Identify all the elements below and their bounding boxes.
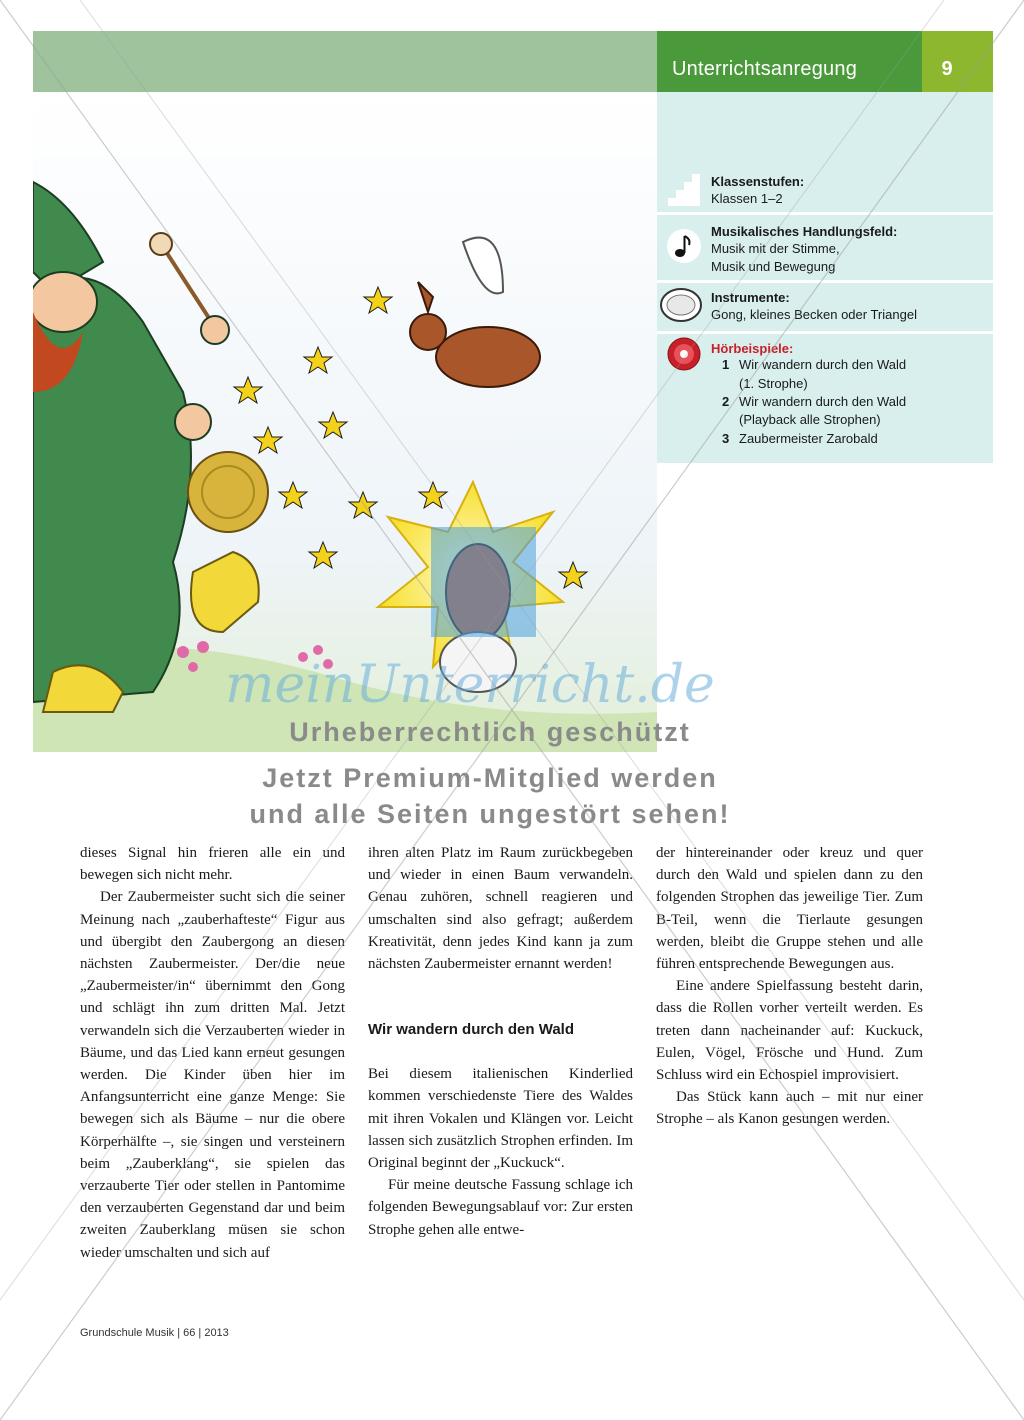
grade-value: Klassen 1–2 bbox=[711, 191, 783, 206]
paragraph: Bei diesem italienischen Kinderlied kommen verschiedenste Tiere des Waldes mit ihren Vokalen und Klängen vor. Leicht lassen sich zusätzlich Strophen erfinden. Im Original beginnt der „Kuckuck“. bbox=[368, 1066, 633, 1172]
watermark-logo: meinUnterricht.de bbox=[225, 655, 715, 715]
paragraph: Eine andere Spielfassung besteht darin, dass die Rollen vorher verteilt werden. Es treten dann nacheinander auf: Kuckuck, Eulen, Vögel, Frösche und Hund. Zum Schluss wird ein Echospiel improvisiert. bbox=[656, 978, 923, 1084]
paragraph: dieses Signal hin frieren alle ein und bewegen sich nicht mehr. bbox=[80, 845, 345, 884]
footer: Grundschule Musik | 66 | 2013 bbox=[80, 1327, 229, 1339]
track-subtitle: (1. Strophe) bbox=[739, 376, 808, 391]
instruments-value: Gong, kleines Becken oder Triangel bbox=[711, 307, 917, 322]
grade-label: Klassenstufen: bbox=[711, 174, 805, 189]
track-title: Zaubermeister Zarobald bbox=[739, 431, 878, 446]
field-line-1: Musik mit der Stimme, bbox=[711, 241, 840, 256]
track-number: 3 bbox=[722, 431, 730, 446]
watermark-line-2: Jetzt Premium-Mitglied werden bbox=[262, 763, 718, 793]
paragraph: der hintereinander oder kreuz und quer durch den Wald und spielen dann zu den folgenden Strophen das jeweilige Tier. Zum B-Teil, wenn die Tierlaute gesungen werden, bleibt die Gruppe stehen und alle führen entsprechende Bewegungen aus. bbox=[656, 845, 923, 973]
watermark-line-1: Urheberrechtlich geschützt bbox=[289, 717, 691, 747]
paragraph: Das Stück kann auch – mit nur einer Strophe – als Kanon gesungen werden. bbox=[656, 1089, 923, 1128]
section-title: Unterrichtsanregung bbox=[672, 58, 858, 80]
paragraph: ihren alten Platz im Raum zurückbegeben und wieder in einen Baum verwandeln. Genau zuhören, schnell reagieren und umschalten sind also gefragt; außerdem Kreativität, denn jedes Kind kann ja zum nächsten Zaubermeister ernannt werden! bbox=[368, 845, 633, 973]
instruments-label: Instrumente: bbox=[711, 290, 790, 305]
track-number: 1 bbox=[722, 357, 730, 372]
track-title: Wir wandern durch den Wald bbox=[739, 357, 907, 372]
track-subtitle: (Playback alle Strophen) bbox=[739, 412, 881, 427]
track-number: 2 bbox=[722, 394, 730, 409]
page-number: 9 bbox=[941, 58, 953, 80]
audio-label: Hörbeispiele: bbox=[711, 341, 794, 356]
paragraph: Für meine deutsche Fassung schlage ich folgenden Bewegungsablauf vor: Zur ersten Strophe gehen alle entwe- bbox=[368, 1177, 633, 1238]
paragraph: Der Zaubermeister sucht sich die seiner Meinung nach „zauberhafteste“ Figur aus und übergibt den Zaubergong an diesen nächsten Zaubermeister. Der/die neue „Zaubermeister/in“ übernimmt den Gong und schlägt ihn zum dritten Mal. Jetzt verwandeln sich die Verzauberten wieder in Bäume, und das Lied kann erneut gesungen werden. Die Kinder üben hier im Anfangsunterricht eine ganze Menge: Sie bewegen sich als Bäume – nur die obere Körperhälfte –, sie singen und versteinern beim „Zauberklang“, sie spielen das verzauberte Tier oder stellen in Pantomime den verzauberten Gegenstand dar und beim zweiten Zauberklang müsen sie schon wieder umschalten und sich auf bbox=[80, 889, 345, 1261]
field-line-2: Musik und Bewegung bbox=[711, 259, 836, 274]
watermark-line-3: und alle Seiten ungestört sehen! bbox=[249, 799, 731, 829]
track-title: Wir wandern durch den Wald bbox=[739, 394, 907, 409]
field-label: Musikalisches Handlungsfeld: bbox=[711, 224, 898, 239]
section-heading: Wir wandern durch den Wald bbox=[368, 1021, 574, 1039]
